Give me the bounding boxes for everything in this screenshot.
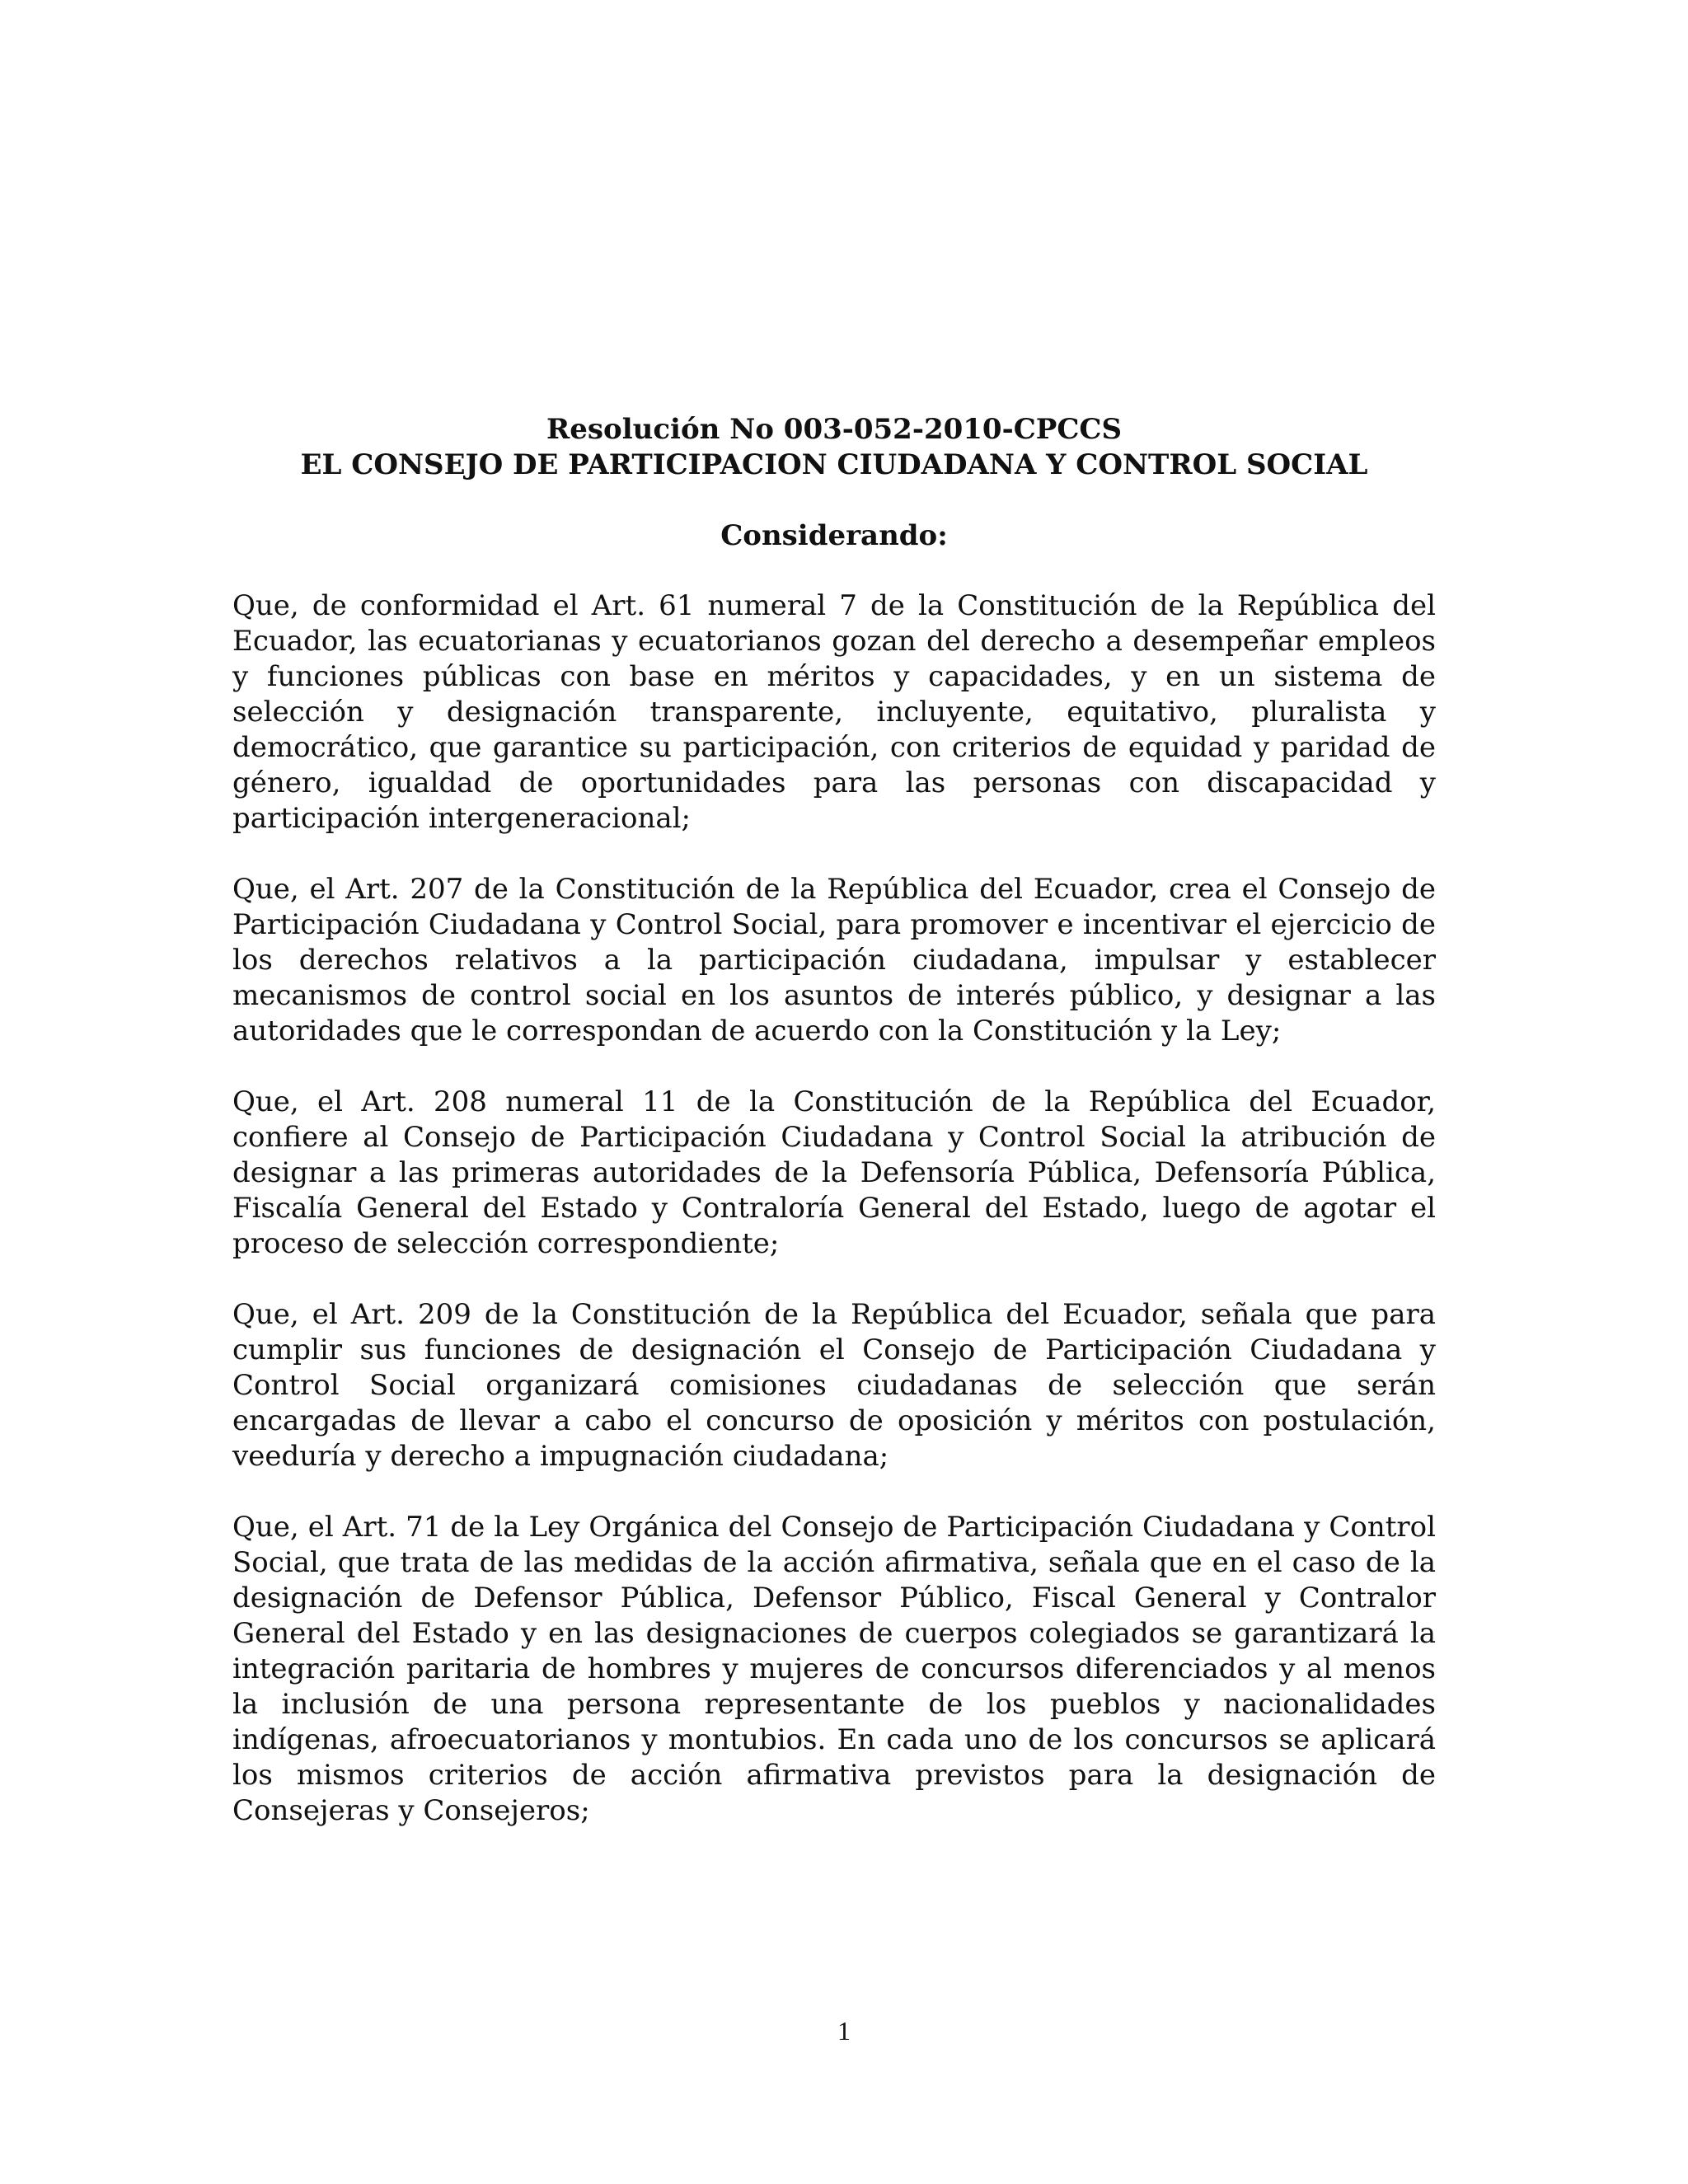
paragraph-art-209: Que, el Art. 209 de la Constitución de la República del Ecuador, señala que para cumplir sus funciones de designación el Consejo de Participación Ciudadana y Control Social organizará comisiones ciudadanas de selección que serán encargadas de llevar a cabo el concurso de oposición y méritos con postulación, veeduría y derecho a impugnación ciudadana; bbox=[232, 1298, 1436, 1473]
paragraph-art-61: Que, de conformidad el Art. 61 numeral 7 de la Constitución de la República del Ecuador, las ecuatorianas y ecuatorianos gozan del derecho a desempeñar empleos y funciones públicas con base en méritos y capacidades, y en un sistema de selección y designación transparente, incluyente, equitativo, pluralista y democrático, que garantice su participación, con criterios de equidad y paridad de género, igualdad de oportunidades para las personas con discapacidad y participación intergeneracional; bbox=[232, 589, 1436, 835]
paragraph-art-208: Que, el Art. 208 numeral 11 de la Constitución de la República del Ecuador, confiere al Consejo de Participación Ciudadana y Control Social la atribución de designar a las primeras autoridades de la Defensoría Pública, Defensoría Pública, Fiscalía General del Estado y Contraloría General del Estado, luego de agotar el proceso de selección correspondiente; bbox=[232, 1085, 1436, 1260]
paragraph-art-207: Que, el Art. 207 de la Constitución de la República del Ecuador, crea el Consejo de Participación Ciudadana y Control Social, para promover e incentivar el ejercicio de los derechos relativos a la participación ciudadana, impulsar y establecer mecanismos de control social en los asuntos de interés público, y designar a las autoridades que le correspondan de acuerdo con la Constitución y la Ley; bbox=[232, 873, 1436, 1047]
section-heading: Considerando: bbox=[720, 519, 948, 552]
page-number: 1 bbox=[837, 2016, 851, 2046]
document-body bbox=[232, 412, 1436, 1864]
paragraph-art-71: Que, el Art. 71 de la Ley Orgánica del Consejo de Participación Ciudadana y Control Social, que trata de las medidas de la acción afirmativa, señala que en el caso de la designación de Defensor Pública, Defensor Público, Fiscal General y Contralor General del Estado y en las designaciones de cuerpos colegiados se garantizará la integración paritaria de hombres y mujeres de concursos diferenciados y al menos la inclusión de una persona representante de los pueblos y nacionalidades indígenas, afroecuatorianos y montubios. En cada uno de los concursos se aplicará los mismos criterios de acción afirmativa previstos para la designación de Consejeras y Consejeros; bbox=[232, 1511, 1436, 1827]
resolution-title: Resolución No 003-052-2010-CPCCS bbox=[546, 413, 1122, 446]
council-title: EL CONSEJO DE PARTICIPACION CIUDADANA Y CONTROL SOCIAL bbox=[300, 448, 1368, 481]
